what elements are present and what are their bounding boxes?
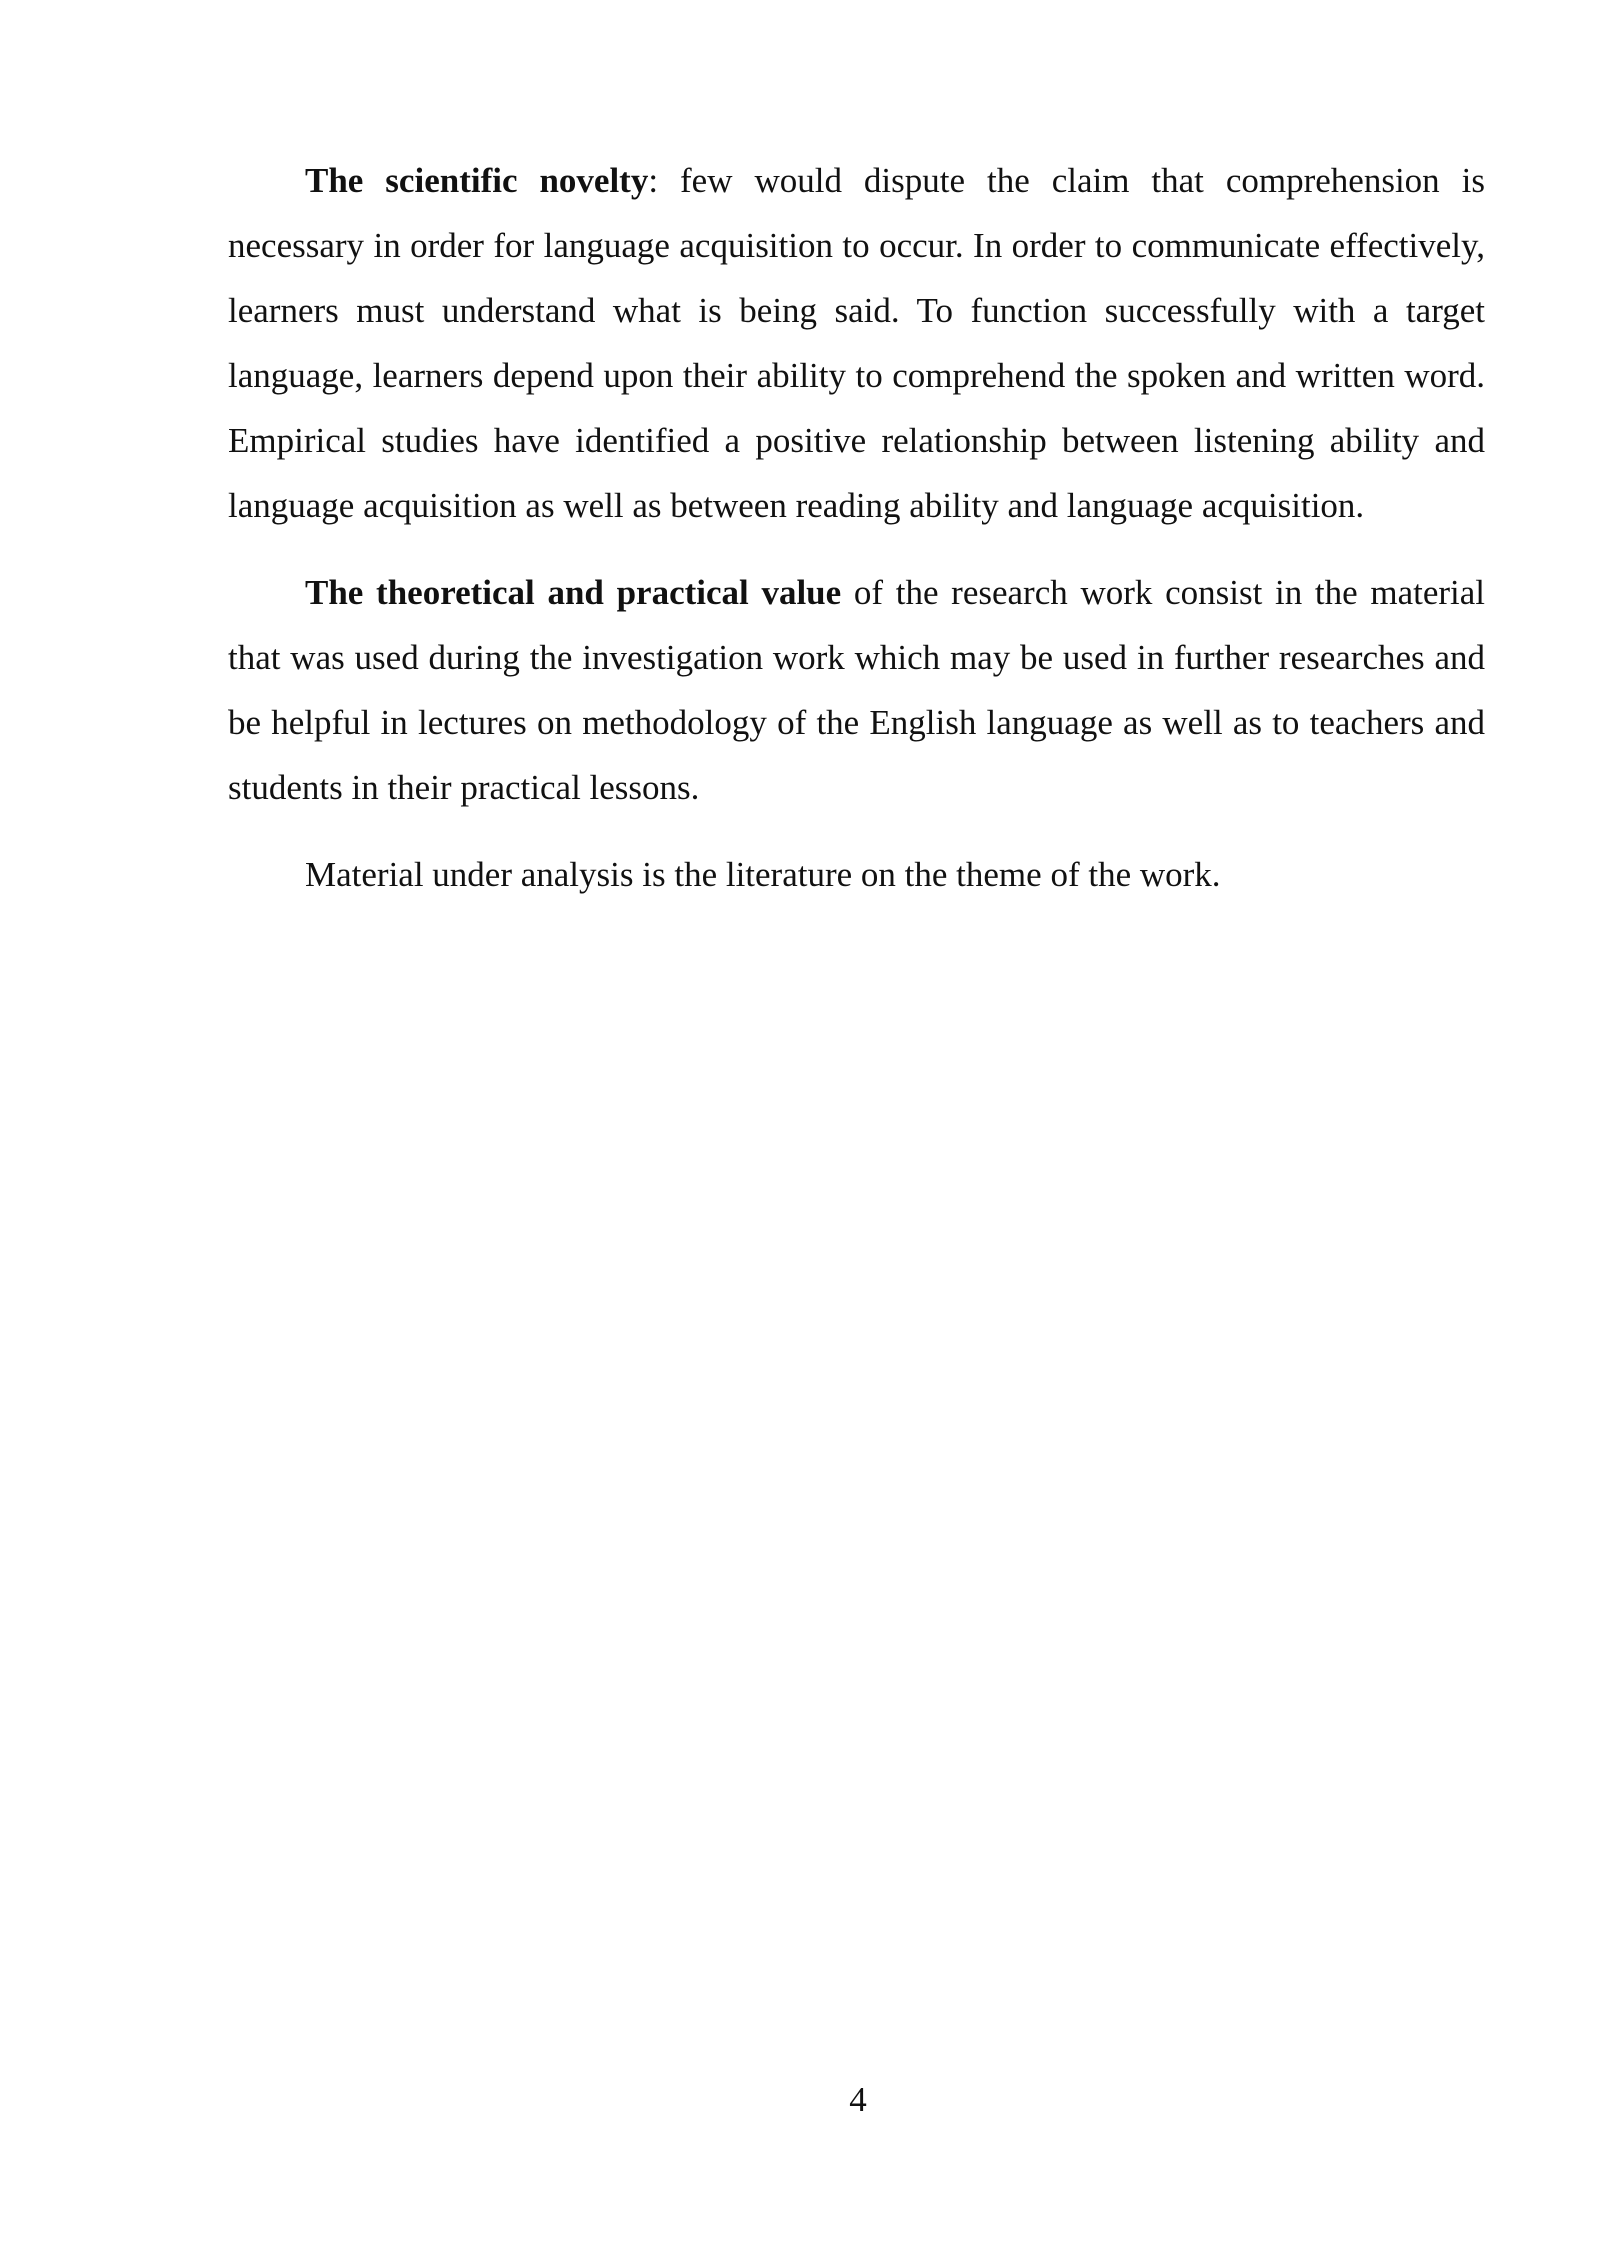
scientific-novelty-text: : few would dispute the claim that comprehension is necessary in order for language acquisition to occur. In order to communicate effectively, learners must understand what is being said. To function successfully with a target language, learners depend upon their ability to comprehend the spoken and written word. Empirical studies have identified a positive relationship between listening ability and language acquisition as well as between reading ability and language acquisition. xyxy=(228,161,1485,525)
body-text xyxy=(228,148,1485,929)
scientific-novelty-heading: The scientific novelty xyxy=(305,161,649,200)
paragraph-scientific-novelty xyxy=(228,148,1485,538)
paragraph-theoretical-practical-value xyxy=(228,560,1485,820)
page-number: 4 xyxy=(849,2080,867,2119)
paragraph-material-under-analysis xyxy=(228,842,1485,907)
material-under-analysis-text: Material under analysis is the literature on the theme of the work. xyxy=(305,855,1221,894)
theoretical-practical-value-heading: The theoretical and practical value xyxy=(305,573,842,612)
theoretical-practical-value-text: of the research work consist in the material that was used during the investigation work which may be used in further researches and be helpful in lectures on methodology of the English language as well as to teachers and students in their practical lessons. xyxy=(228,573,1486,807)
